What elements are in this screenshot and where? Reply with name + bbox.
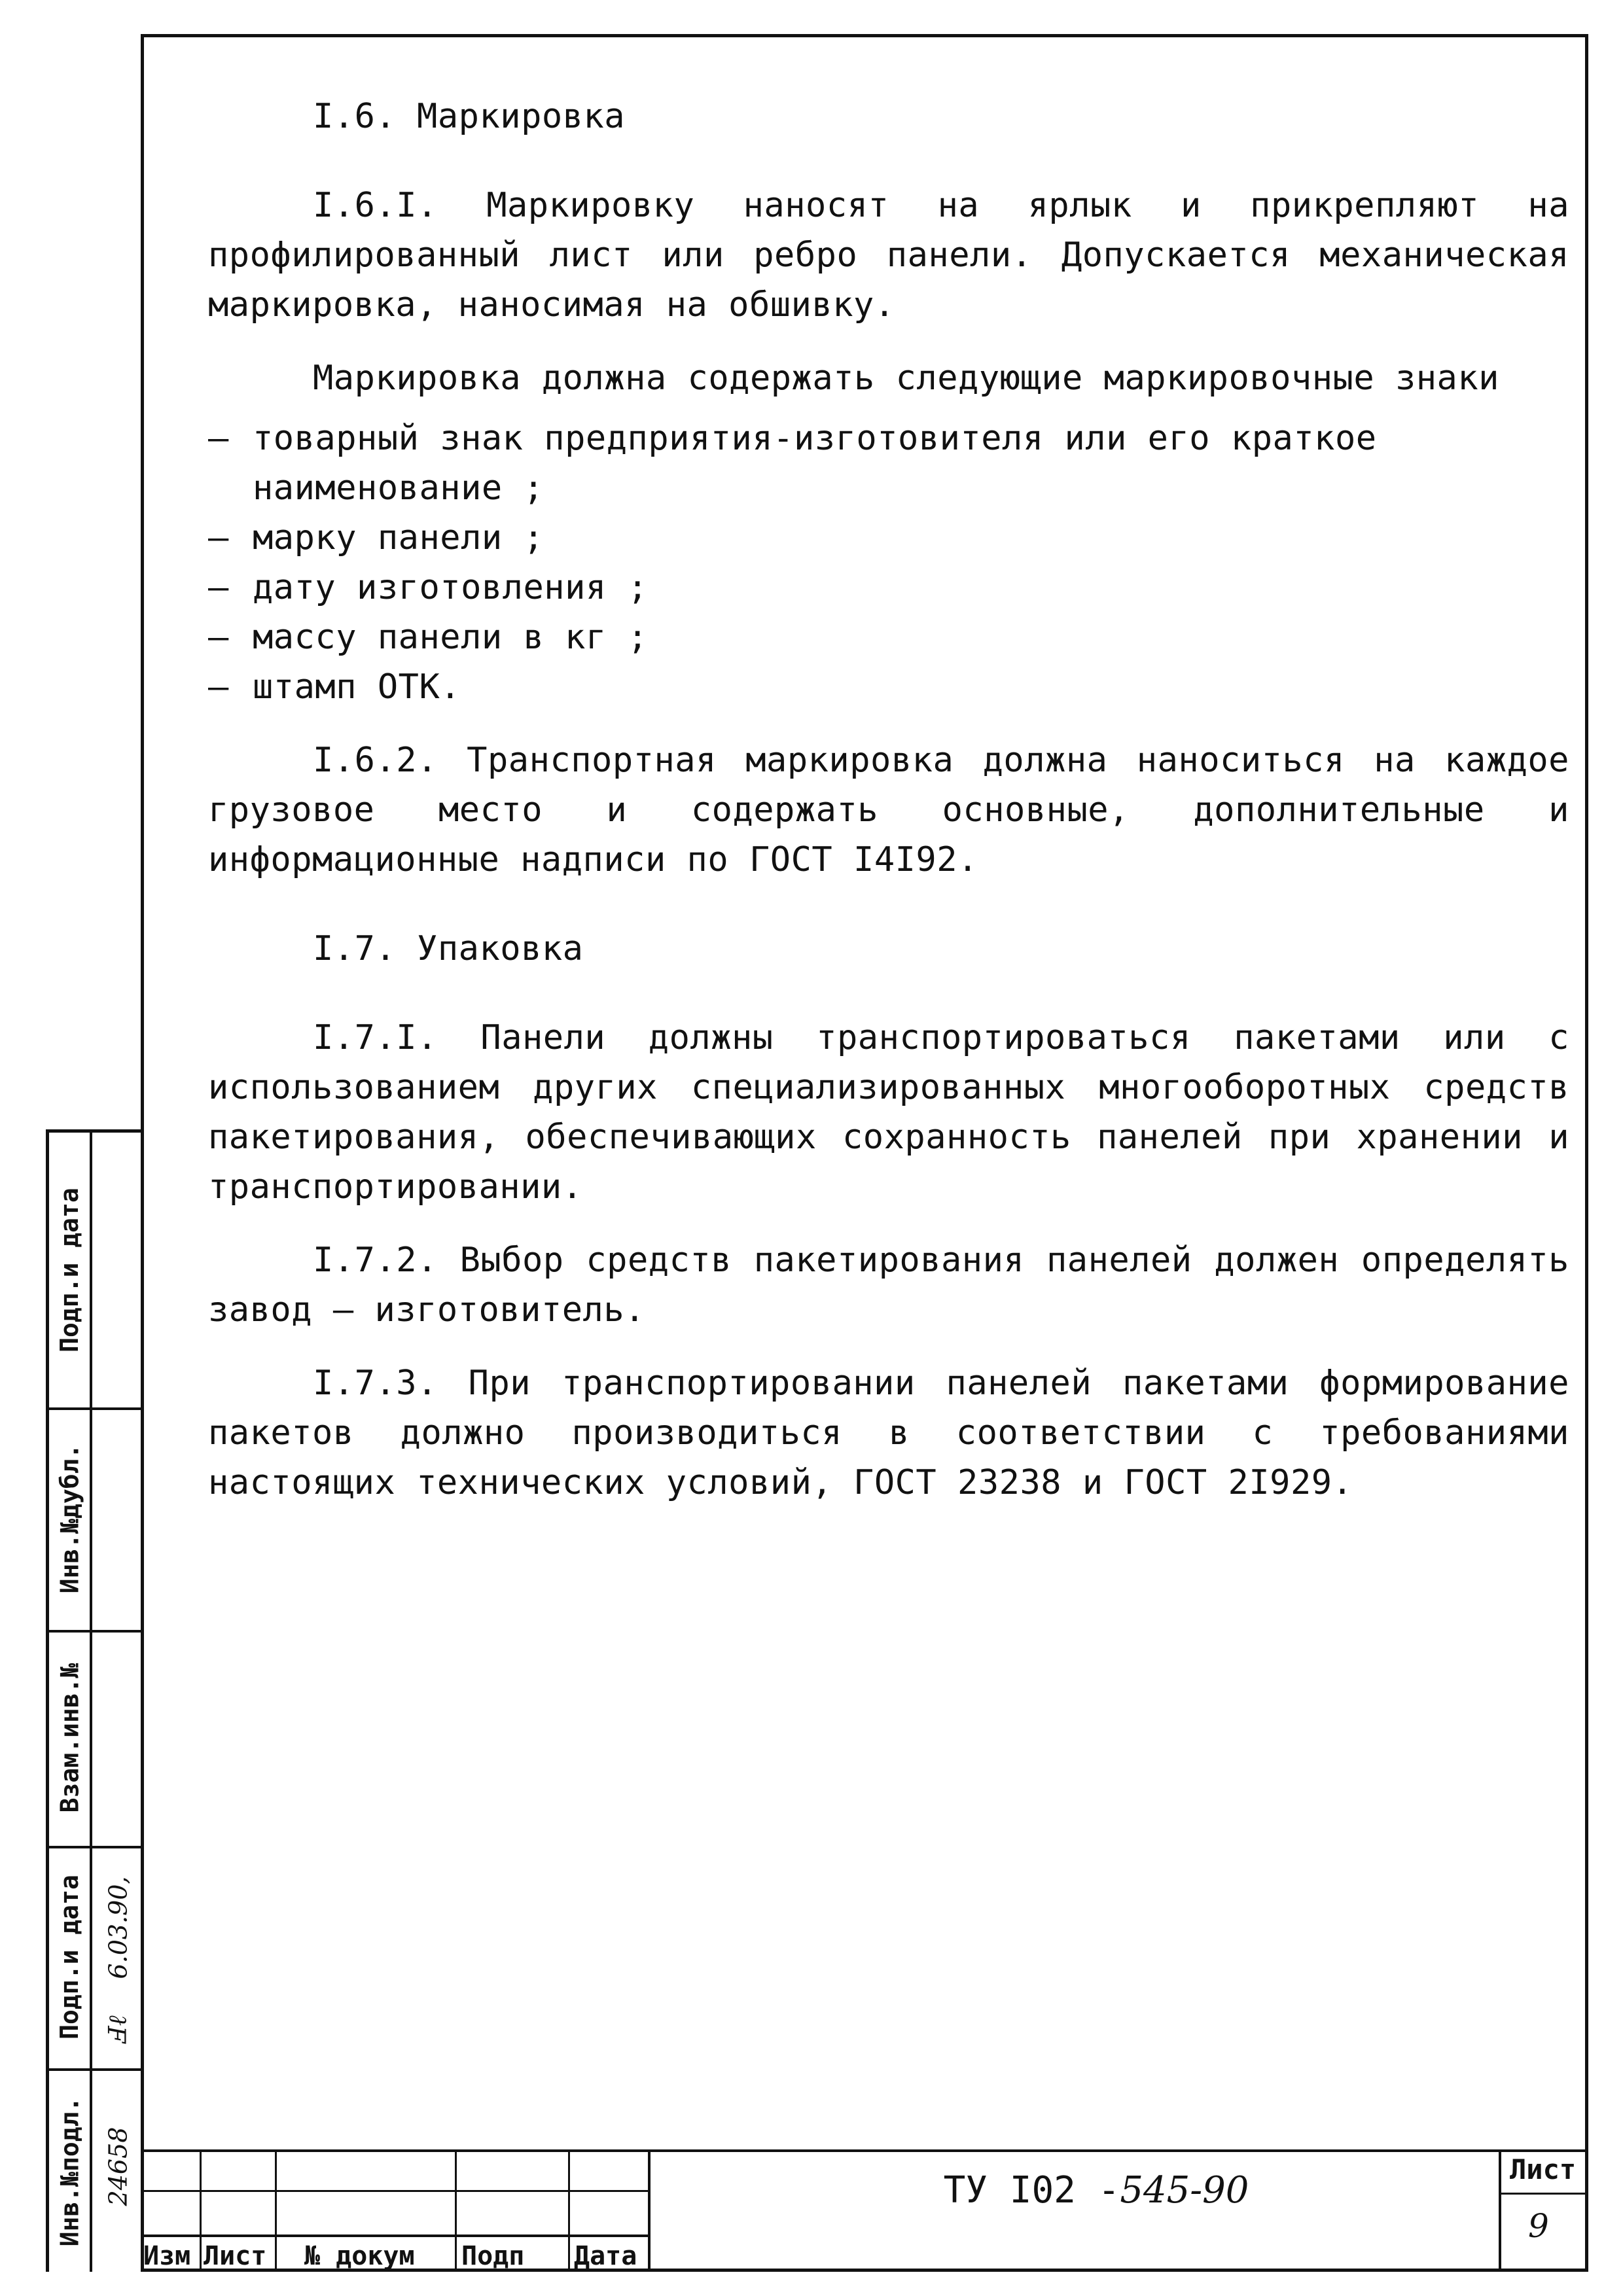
sheet-number: 9 <box>1528 2207 1549 2245</box>
paragraph-1-6-2: I.6.2. Транспортная маркировка должна наноситься на каждое грузовое место и содержать основные, дополнительные и информационные надписи по ГОСТ I4I92. <box>208 741 1569 879</box>
margin-label-original-inv: Инв.№подл. <box>55 2096 84 2247</box>
margin-label-replace-inv: Взам.инв.№ <box>55 1663 84 1813</box>
title-block-label-document: № докум <box>304 2241 415 2271</box>
title-block-label-date: Дата <box>574 2241 637 2271</box>
document-code: ТУ I02 -545-90 <box>943 2169 1249 2212</box>
paragraph-1-7-2: I.7.2. Выбор средств пакетирования панелей должен определять завод – изготовитель. <box>208 1241 1569 1330</box>
document-body <box>208 92 1569 1508</box>
section-heading-marking: I.6. Маркировка <box>313 97 626 136</box>
margin-stamp <box>46 1129 141 2272</box>
section-heading-packaging: I.7. Упаковка <box>313 929 584 968</box>
sheet-label: Лист <box>1510 2153 1577 2185</box>
paragraph-1-7-1: I.7.I. Панели должны транспортироваться пакетами или с использованием других специализированных многооборотных средств пакетирования, обеспечивающих сохранность панелей при хранении и транспортировании. <box>208 1018 1569 1207</box>
handwritten-date: 6.03.90, <box>103 1876 133 1979</box>
list-item: – марку панели ; <box>208 518 544 557</box>
title-block-label-sheet: Лист <box>204 2241 267 2271</box>
handwritten-initials: Ⅎℓ <box>103 2015 132 2043</box>
margin-label-sign-date-2: Подп.и дата <box>55 1875 84 2040</box>
margin-label-sign-date: Подп.и дата <box>55 1188 84 1352</box>
list-item: – массу панели в кг ; <box>208 618 649 657</box>
list-item: – штамп ОТК. <box>208 667 461 707</box>
marking-intro: Маркировка должна содержать следующие маркировочные знаки <box>313 359 1499 398</box>
handwritten-inventory-number: 24658 <box>103 2127 133 2206</box>
margin-label-dup-inv: Инв.№дубл. <box>55 1443 84 1594</box>
list-item: – товарный знак предприятия-изготовителя или его краткое наименование ; <box>208 419 1377 508</box>
paragraph-1-6-1: I.6.I. Маркировку наносят на ярлык и прикрепляют на профилированный лист или ребро панели. Допускается механическая маркировка, наносимая на обшивку. <box>208 186 1569 325</box>
list-item: – дату изготовления ; <box>208 568 649 607</box>
title-block-label-change: Изм <box>143 2241 191 2271</box>
paragraph-1-7-3: I.7.3. При транспортировании панелей пакетами формирование пакетов должно производиться в соответствии с требованиями настоящих технических условий, ГОСТ 23238 и ГОСТ 2I929. <box>208 1364 1569 1502</box>
title-block <box>141 2149 1588 2272</box>
title-block-label-signature: Подп <box>461 2241 525 2271</box>
